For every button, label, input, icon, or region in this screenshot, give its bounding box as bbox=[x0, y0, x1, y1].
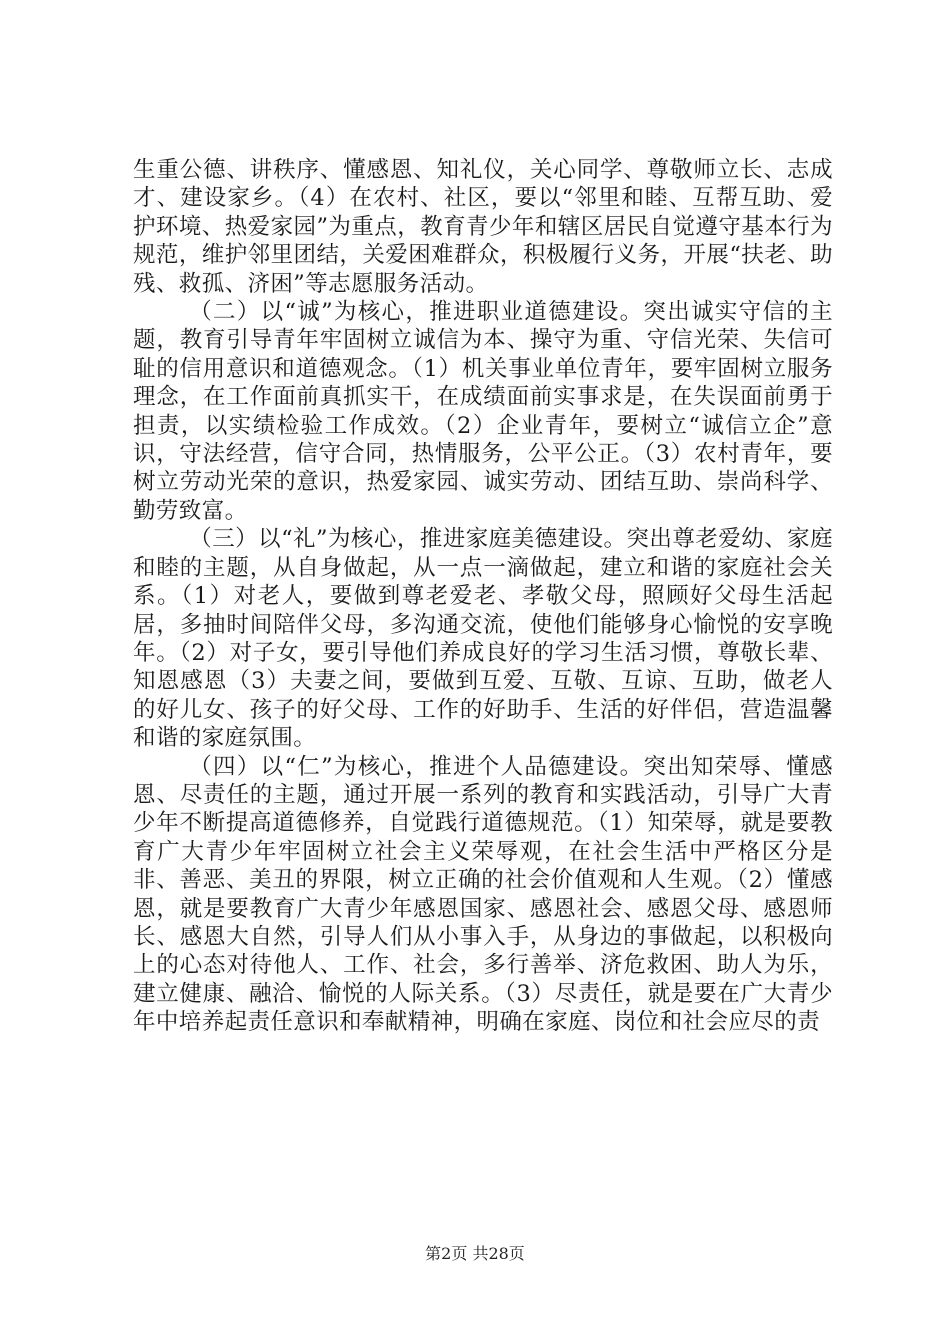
paragraph-continuation: 生重公德、讲秩序、懂感恩、知礼仪，关心同学、尊敬师立长、志成才、建设家乡。（4）在农村、社区，要以“邻里和睦、互帮互助、爱护环境、热爱家园”为重点，教育青少年和辖区居民自觉遵守基本行为规范，维护邻里团结，关爱困难群众，积极履行义务，开展“扶老、助残、救孤、济困”等志愿服务活动。 bbox=[133, 157, 833, 297]
document-body bbox=[133, 156, 833, 1037]
page-number-footer: 第2页 共28页 bbox=[425, 1244, 525, 1263]
paragraph-family-virtue: （三）以“礼”为核心，推进家庭美德建设。突出尊老爱幼、家庭和睦的主题，从自身做起，从一点一滴做起，建立和谐的家庭社会关系。（1）对老人，要做到尊老爱老、孝敬父母，照顾好父母生活起居，多抽时间陪伴父母，多沟通交流，使他们能够身心愉悦的安享晚年。（2）对子女，要引导他们养成良好的学习生活习惯，尊敬长辈、知恩感恩（3）夫妻之间，要做到互爱、互敬、互谅、互助，做老人的好儿女、孩子的好父母、工作的好助手、生活的好伴侣，营造温馨和谐的家庭氛围。 bbox=[133, 526, 833, 752]
paragraph-personal-character: （四）以“仁”为核心，推进个人品德建设。突出知荣辱、懂感恩、尽责任的主题，通过开展一系列的教育和实践活动，引导广大青少年不断提高道德修养，自觉践行道德规范。（1）知荣辱，就是要教育广大青少年牢固树立社会主义荣辱观，在社会生活中严格区分是非、善恶、美丑的界限，树立正确的社会价值观和人生观。（2）懂感恩，就是要教育广大青少年感恩国家、感恩社会、感恩父母、感恩师长、感恩大自然，引导人们从小事入手，从身边的事做起，以积极向上的心态对待他人、工作、社会，多行善举、济危救困、助人为乐，建立健康、融洽、愉悦的人际关系。（3）尽责任，就是要在广大青少年中培养起责任意识和奉献精神，明确在家庭、岗位和社会应尽的责 bbox=[133, 753, 833, 1036]
paragraph-professional-ethics: （二）以“诚”为核心，推进职业道德建设。突出诚实守信的主题，教育引导青年牢固树立诚信为本、操守为重、守信光荣、失信可耻的信用意识和道德观念。（1）机关事业单位青年，要牢固树立服务理念，在工作面前真抓实干，在成绩面前实事求是，在失误面前勇于担责，以实绩检验工作成效。（2）企业青年，要树立“诚信立企”意识，守法经营，信守合同，热情服务，公平公正。（3）农村青年，要树立劳动光荣的意识，热爱家园、诚实劳动、团结互助、崇尚科学、勤劳致富。 bbox=[133, 299, 833, 524]
